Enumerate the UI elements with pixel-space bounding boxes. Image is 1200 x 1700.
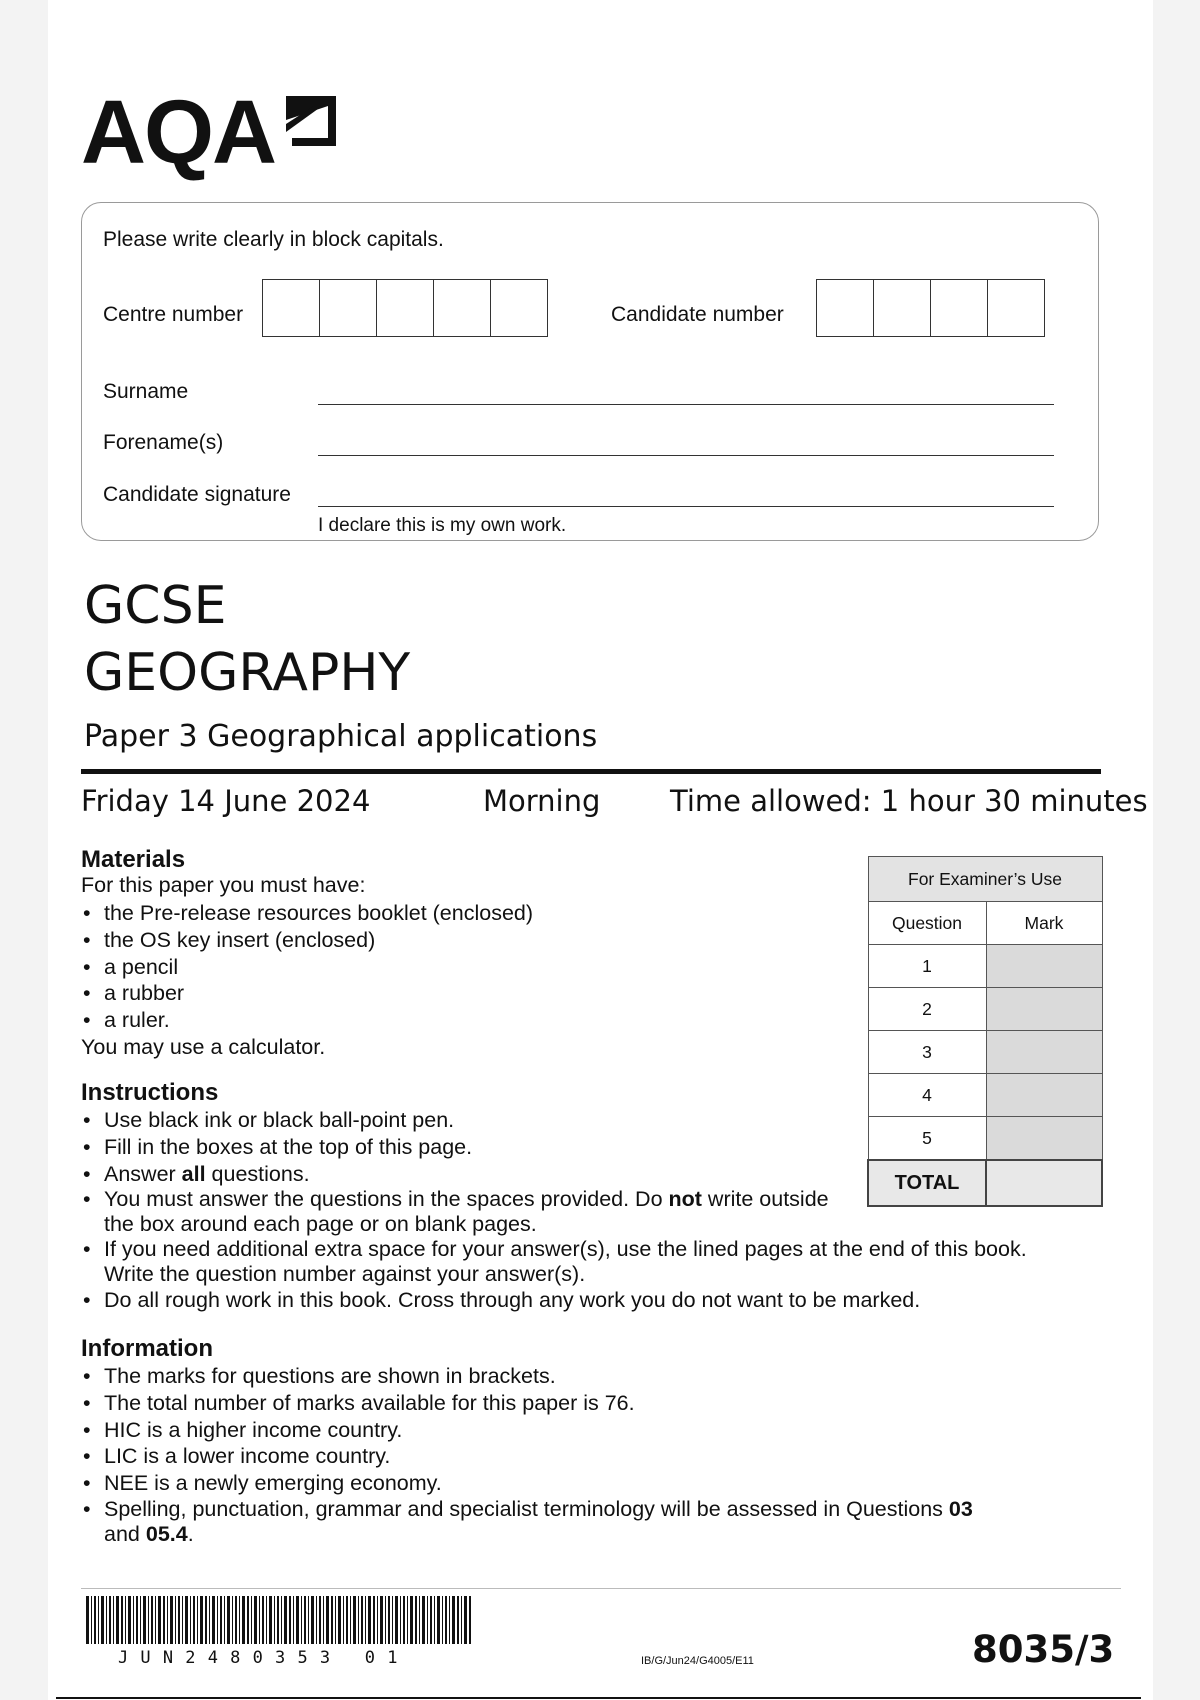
mark-cell: [986, 1117, 1102, 1161]
candidate-number-label: Candidate number: [611, 303, 784, 326]
block-capitals-instruction: Please write clearly in block capitals.: [103, 228, 444, 251]
exam-date: Friday 14 June 2024: [81, 784, 371, 818]
centre-number-digit[interactable]: [320, 280, 377, 336]
question-number: 5: [868, 1117, 986, 1161]
list-item: • Use black ink or black ball-point pen.: [81, 1107, 1027, 1134]
centre-number-digit[interactable]: [377, 280, 434, 336]
question-number: 2: [868, 988, 986, 1031]
aqa-logo-mark-icon: [284, 92, 340, 150]
exam-session: Morning: [483, 784, 601, 818]
centre-number-digit[interactable]: [491, 280, 547, 336]
list-item: • HIC is a higher income country.: [81, 1417, 973, 1444]
list-item: • You must answer the questions in the spaces provided. Do not write outside the box around each page or on blank pages.: [81, 1187, 1027, 1237]
list-item: • a pencil: [81, 954, 533, 981]
qualification-level: GCSE: [84, 576, 227, 636]
table-row: [868, 1117, 1102, 1161]
list-item: • Fill in the boxes at the top of this page.: [81, 1134, 1027, 1161]
mark-column-header: Mark: [986, 902, 1102, 945]
list-item: • If you need additional extra space for your answer(s), use the lined pages at the end of this book. Write the question number against your answer(s).: [81, 1237, 1027, 1287]
document-reference: IB/G/Jun24/G4005/E11: [641, 1655, 754, 1667]
table-row: [868, 988, 1102, 1031]
total-label: TOTAL: [868, 1160, 986, 1206]
mark-cell: [986, 988, 1102, 1031]
calculator-note: You may use a calculator.: [81, 1035, 326, 1059]
candidate-number-boxes[interactable]: [816, 279, 1045, 337]
list-item: • NEE is a newly emerging economy.: [81, 1470, 973, 1497]
mark-cell: [986, 1074, 1102, 1117]
examiner-use-table: [867, 856, 1103, 1207]
forenames-field[interactable]: [318, 455, 1054, 456]
information-list: [81, 1363, 973, 1547]
list-item: • The total number of marks available for this paper is 76.: [81, 1390, 973, 1417]
subject-title: GEOGRAPHY: [84, 643, 411, 703]
list-item: • Spelling, punctuation, grammar and specialist terminology will be assessed in Questions 03 and 05.4.: [81, 1497, 973, 1547]
title-divider: [81, 769, 1101, 774]
barcode-text: JUN2480353 01: [118, 1648, 410, 1668]
candidate-number-digit[interactable]: [817, 280, 874, 336]
declaration-text: I declare this is my own work.: [318, 515, 567, 536]
list-item: • the OS key insert (enclosed): [81, 927, 533, 954]
question-number: 4: [868, 1074, 986, 1117]
mark-cell: [986, 1031, 1102, 1074]
candidate-number-digit[interactable]: [988, 280, 1044, 336]
total-mark-cell: [986, 1160, 1102, 1206]
time-allowed: Time allowed: 1 hour 30 minutes: [670, 784, 1148, 818]
table-row: [868, 945, 1102, 988]
surname-field[interactable]: [318, 404, 1054, 405]
question-number: 1: [868, 945, 986, 988]
paper-code: 8035/3: [972, 1628, 1115, 1671]
forenames-label: Forename(s): [103, 431, 224, 454]
candidate-number-digit[interactable]: [931, 280, 988, 336]
list-item: • The marks for questions are shown in brackets.: [81, 1363, 973, 1390]
list-item: • a ruler.: [81, 1007, 533, 1034]
question-column-header: Question: [868, 902, 986, 945]
question-number: 3: [868, 1031, 986, 1074]
centre-number-digit[interactable]: [263, 280, 320, 336]
list-item: • Do all rough work in this book. Cross through any work you do not want to be marked.: [81, 1287, 1027, 1314]
list-item: • the Pre-release resources booklet (enclosed): [81, 900, 533, 927]
paper-title: Paper 3 Geographical applications: [84, 719, 598, 754]
materials-heading: Materials: [81, 846, 186, 873]
instructions-heading: Instructions: [81, 1079, 219, 1106]
barcode-image: [86, 1596, 472, 1644]
materials-list: [81, 900, 533, 1034]
list-item: • Answer all questions.: [81, 1161, 1027, 1188]
centre-number-boxes[interactable]: [262, 279, 548, 337]
candidate-number-digit[interactable]: [874, 280, 931, 336]
information-heading: Information: [81, 1335, 213, 1362]
surname-label: Surname: [103, 380, 189, 403]
mark-cell: [986, 945, 1102, 988]
signature-field[interactable]: [318, 506, 1054, 507]
footer-divider: [81, 1588, 1121, 1589]
list-item: • a rubber: [81, 980, 533, 1007]
total-row: [868, 1160, 1102, 1206]
table-row: [868, 1031, 1102, 1074]
table-row: [868, 1074, 1102, 1117]
materials-intro: For this paper you must have:: [81, 873, 366, 897]
aqa-logo: AQA: [81, 83, 275, 183]
centre-number-digit[interactable]: [434, 280, 491, 336]
list-item: • LIC is a lower income country.: [81, 1443, 973, 1470]
centre-number-label: Centre number: [103, 303, 244, 326]
signature-label: Candidate signature: [103, 483, 291, 506]
page-bottom-rule: [56, 1697, 1141, 1699]
examiner-table-title: For Examiner’s Use: [868, 857, 1102, 902]
